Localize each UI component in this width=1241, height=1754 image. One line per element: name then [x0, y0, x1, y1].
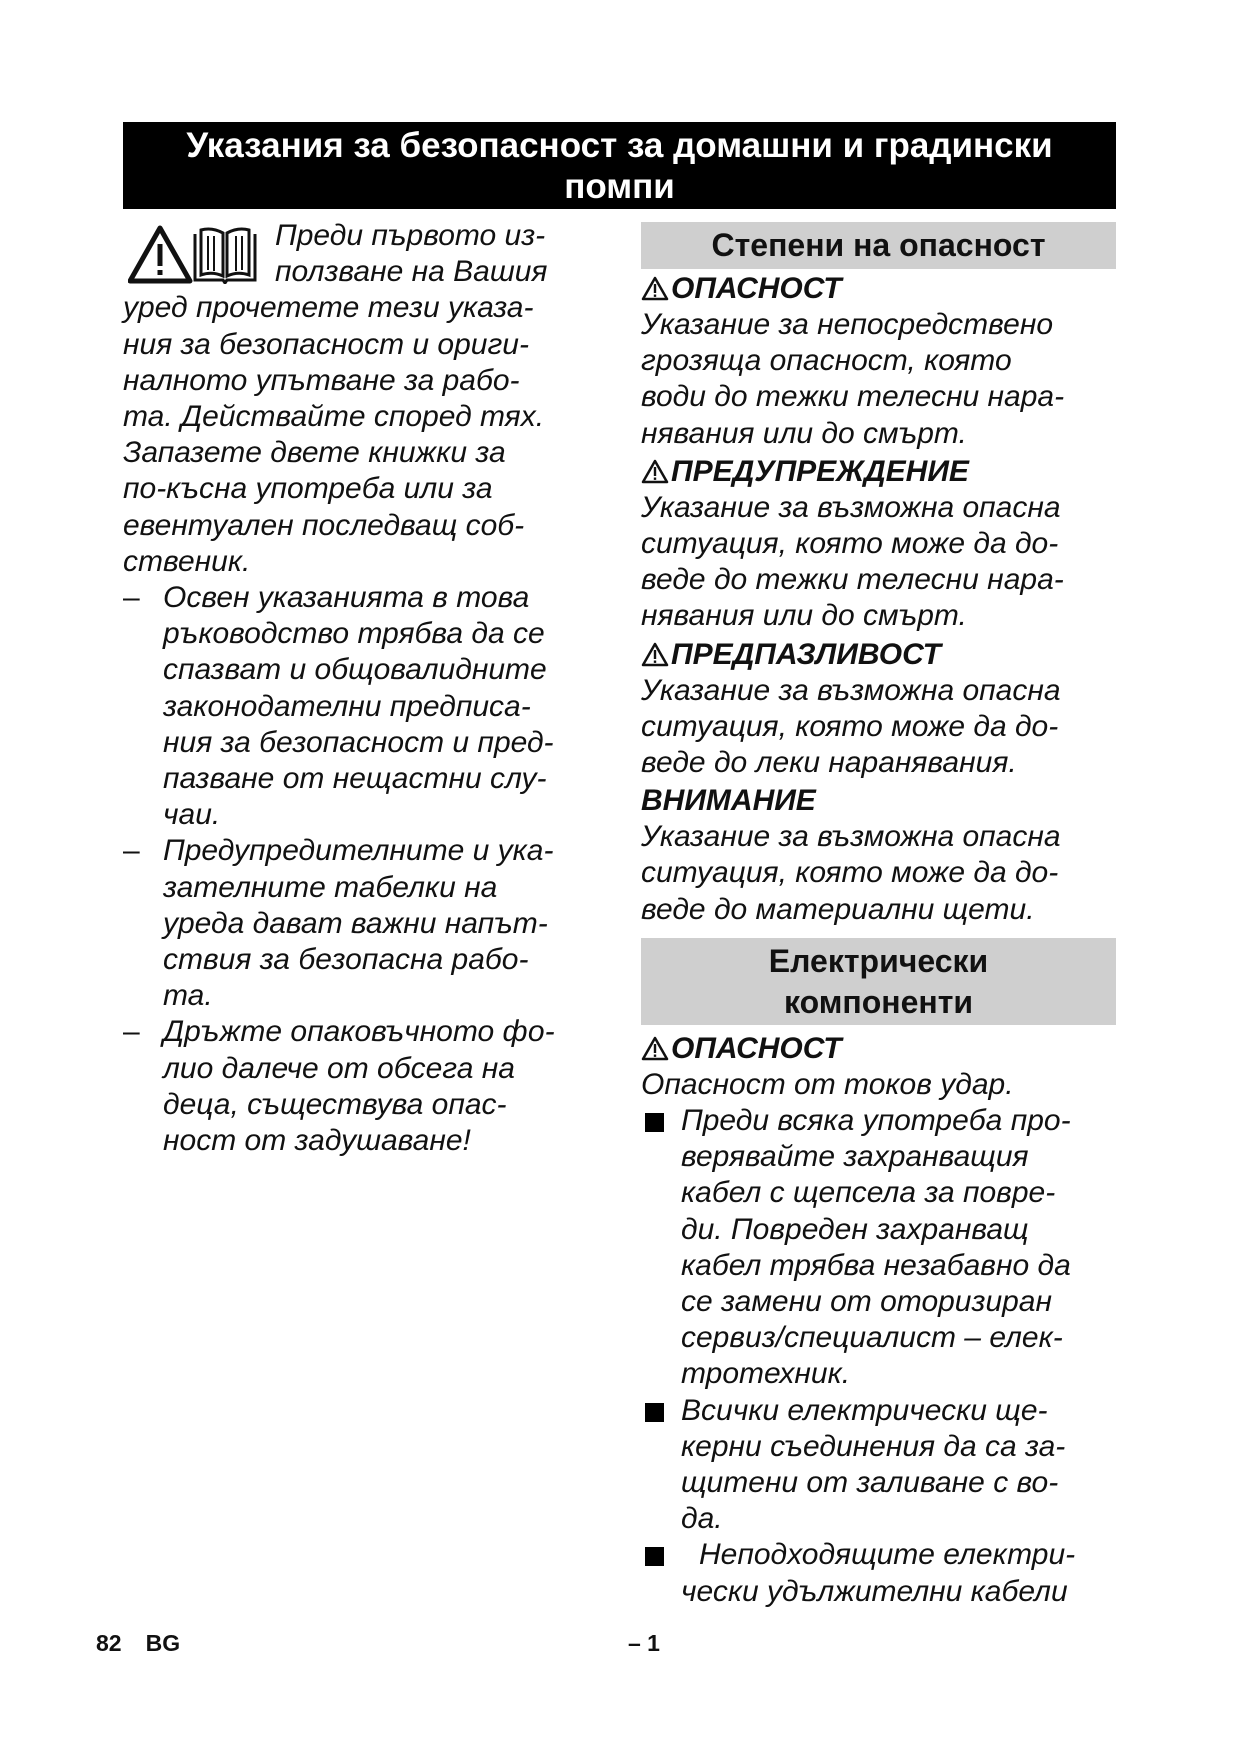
safety-dash-list: [123, 580, 605, 1159]
signal-word-label: ОПАСНОСТ: [671, 1031, 842, 1065]
heading-line: Електрически: [768, 942, 989, 979]
list-item-line: кабел трябва незабавно да: [681, 1248, 1071, 1282]
page-number: 82: [96, 1630, 122, 1656]
hazard-levels-heading: Степени на опасност: [641, 222, 1116, 269]
description-line: веде до леки наранявания.: [641, 746, 1017, 780]
list-item-line: кабел с щепсела за повре-: [681, 1176, 1056, 1210]
intro-icons: [128, 224, 258, 286]
signal-word: [641, 783, 1116, 819]
intro-line: Запазете двете книжки за: [123, 436, 506, 470]
description-line: Указание за възможна опасна: [641, 673, 1061, 707]
description-line: Указание за възможна опасна: [641, 820, 1061, 854]
description-line: грозяща опасност, която: [641, 344, 1012, 378]
list-item-line: ди. Повреден захранващ: [681, 1212, 1029, 1246]
list-item-line: пазване от нещастни слу-: [163, 762, 547, 796]
description-line: ситуация, която може да до-: [641, 527, 1059, 561]
description-line: ситуация, която може да до-: [641, 709, 1059, 743]
description-line: нявания или до смърт.: [641, 599, 967, 633]
signal-word-label: ВНИМАНИЕ: [641, 784, 816, 818]
warning-triangle-icon: [641, 642, 669, 667]
signal-word-label: ПРЕДПАЗЛИВОСТ: [671, 637, 941, 671]
description-line: ситуация, която може да до-: [641, 856, 1059, 890]
list-item: [641, 1537, 1116, 1609]
page-title: [123, 122, 1116, 209]
square-bullet-icon: [645, 1547, 664, 1566]
list-item-line: Преди всяка употреба про-: [681, 1104, 1071, 1138]
list-item-line: се замени от оторизиран: [681, 1285, 1053, 1319]
list-item-line: тротехник.: [681, 1357, 851, 1391]
page-footer-left: [96, 1630, 180, 1657]
hazard-level-warning: [641, 454, 1116, 635]
intro-line: ственик.: [123, 544, 251, 578]
signal-word-label: ПРЕДУПРЕЖДЕНИЕ: [671, 454, 969, 488]
warning-triangle-icon: [641, 1036, 669, 1061]
hazard-level-notice: [641, 783, 1116, 928]
list-item-line: ръководство трябва да се: [163, 617, 545, 651]
manual-book-icon: [192, 226, 258, 284]
intro-line: Преди първото из-: [275, 219, 546, 252]
list-item-line: да.: [681, 1502, 723, 1536]
description-line: Указание за възможна опасна: [641, 490, 1061, 524]
language-code: BG: [145, 1630, 181, 1656]
list-item: [123, 580, 605, 833]
right-column: [641, 222, 1116, 1610]
list-item-line: чески удължителни кабели: [681, 1574, 1068, 1608]
intro-line: ползване на Вашия: [275, 255, 548, 289]
signal-description: [641, 819, 1116, 928]
list-item-line: Дръжте опаковъчното фо-: [163, 1015, 555, 1049]
description-line: води до тежки телесни нара-: [641, 380, 1065, 414]
list-item: [123, 1014, 605, 1159]
square-bullet-icon: [645, 1403, 664, 1422]
dash-marker: –: [123, 1015, 140, 1049]
list-item-line: спазват и общовалидните: [163, 653, 547, 687]
signal-word: [641, 1031, 1116, 1067]
intro-line: ния за безопасност и ориги-: [123, 327, 529, 361]
intro-block: [123, 218, 605, 580]
list-item-line: Освен указанията в това: [163, 581, 530, 615]
list-item: [641, 1393, 1116, 1538]
intro-line: по-късна употреба или за: [123, 472, 493, 506]
page-footer-center: – 1: [628, 1630, 660, 1656]
list-item-line: Всички електрически ще-: [681, 1393, 1048, 1427]
list-item: [123, 833, 605, 1014]
list-item-line: деца, съществува опас-: [163, 1087, 507, 1121]
warning-triangle-icon: [641, 276, 669, 301]
list-item-line: ност от задушаване!: [163, 1124, 471, 1158]
left-column: [123, 218, 605, 1159]
list-item-line: Неподходящите електри-: [699, 1538, 1076, 1572]
list-item-line: сервиз/специалист – елек-: [681, 1321, 1063, 1355]
intro-line: налното упътване за рабо-: [123, 363, 520, 397]
warning-triangle-icon: [641, 459, 669, 484]
signal-word: [641, 637, 1116, 673]
list-item-line: зателните табелки на: [163, 870, 498, 904]
list-item-line: ствия за безопасна рабо-: [163, 943, 529, 977]
signal-word: [641, 454, 1116, 490]
list-item-line: ния за безопасност и пред-: [163, 725, 554, 759]
signal-description: [641, 673, 1116, 782]
hazard-level-caution: [641, 637, 1116, 782]
description-line: нявания или до смърт.: [641, 416, 967, 450]
list-item-line: та.: [163, 979, 213, 1013]
dash-marker: –: [123, 834, 140, 868]
description-line: веде до материални щети.: [641, 892, 1035, 926]
page-title-line-1: Указания за безопасност за домашни и градински: [186, 126, 1053, 165]
electrical-components-heading: [641, 938, 1116, 1025]
list-item-line: Предупредителните и ука-: [163, 834, 554, 868]
intro-line: уред прочетете тези указа-: [123, 291, 534, 325]
electrical-bullet-list: [641, 1103, 1116, 1610]
page-title-line-2: помпи: [564, 167, 675, 206]
heading-line: компоненти: [783, 983, 974, 1020]
list-item: [641, 1103, 1116, 1393]
list-item-line: лио далече от обсега на: [163, 1051, 515, 1085]
signal-word: [641, 271, 1116, 307]
intro-line: та. Действайте според тях.: [123, 400, 545, 434]
list-item-line: законодателни предписа-: [163, 689, 531, 723]
list-item-line: щитени от заливане с во-: [681, 1466, 1059, 1500]
list-item-line: керни съединения да са за-: [681, 1429, 1066, 1463]
signal-word-label: ОПАСНОСТ: [671, 272, 842, 305]
list-item-line: чаи.: [163, 798, 221, 832]
dash-marker: –: [123, 581, 140, 615]
signal-description: [641, 490, 1116, 635]
list-item-line: уреда дават важни напът-: [163, 906, 548, 940]
list-item-line: верявайте захранващия: [681, 1140, 1029, 1174]
intro-line: евентуален последващ соб-: [123, 508, 525, 542]
square-bullet-icon: [645, 1113, 664, 1132]
hazard-level-danger: [641, 271, 1116, 452]
signal-description: [641, 307, 1116, 452]
signal-description: Опасност от токов удар.: [641, 1067, 1014, 1101]
description-line: веде до тежки телесни нара-: [641, 563, 1064, 597]
description-line: Указание за непосредствено: [641, 308, 1054, 341]
